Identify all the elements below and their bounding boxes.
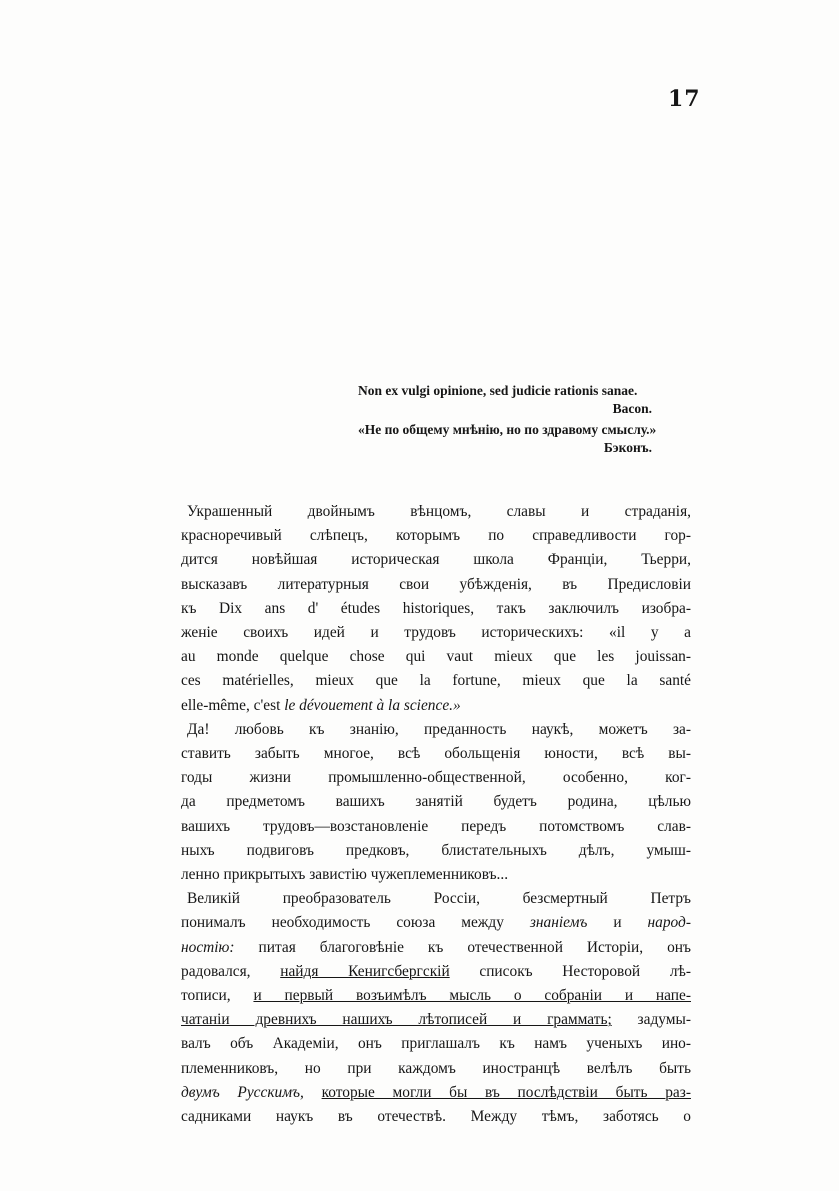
text-line: да предметомъ вашихъ занятій будетъ родина, цѣлью — [181, 793, 691, 811]
underlined-text: чатаніи древнихъ нашихъ лѣтописей и граммать; — [181, 1011, 612, 1029]
text-line — [181, 936, 691, 960]
text-line — [181, 984, 691, 1008]
text-line: au monde quelque chose qui vaut mieux que les jouissan- — [181, 648, 691, 666]
underlined-text: которые могли бы въ послѣдствіи быть раз- — [321, 1083, 691, 1101]
page-number: 17 — [668, 86, 701, 112]
text-fragment: питая благоговѣніе къ отечественной Исторіи, онъ — [258, 938, 691, 956]
underlined-text: и первый возъимѣлъ мысль о собраніи и напе- — [253, 987, 691, 1005]
text-fragment: и — [613, 914, 622, 932]
text-line: дится новѣйшая историческая школа Франціи, Тьерри, — [181, 551, 691, 569]
text-line: высказавъ литературныя свои убѣжденія, въ Предисловіи — [181, 575, 691, 593]
epigraph-latin-quote: Non ex vulgi opinione, sed judicie rationis sanae. — [358, 383, 638, 398]
text-line — [181, 1081, 691, 1105]
italic-word: ностію: — [181, 938, 235, 956]
text-line: валъ объ Академіи, онъ приглашалъ къ намъ ученыхъ ино- — [181, 1035, 691, 1053]
text-line: годы жизни промышленно-общественной, особенно, ког- — [181, 769, 691, 787]
epigraph — [358, 382, 696, 456]
text-fragment: тописи, — [181, 987, 231, 1005]
italic-word: двумъ Русскимъ, — [181, 1083, 304, 1101]
text-fragment: радовался, — [181, 962, 251, 980]
body-text — [181, 500, 691, 1129]
text-line: Великій преобразователь Россіи, безсмертный Петръ — [187, 890, 691, 908]
italic-word: народ- — [647, 914, 691, 932]
epigraph-russian-author: Бэконъ. — [603, 439, 652, 455]
italic-word: знаніемъ — [529, 914, 588, 932]
epigraph-russian-quote: «Не по общему мнѣнію, но по здравому смыслу.» — [358, 422, 657, 437]
text-line: ces matérielles, mieux que la fortune, mieux que la santé — [181, 672, 691, 690]
text-line: ленно прикрытыхъ завистію чужеплеменниковъ... — [181, 866, 509, 884]
text-line: женіе своихъ идей и трудовъ историческихъ: «il y a — [181, 624, 691, 642]
text-line — [181, 960, 691, 984]
text-line: красноречивый слѣпецъ, которымъ по справедливости гор- — [181, 527, 691, 545]
text-line: къ Dix ans d' études historiques, такъ заключилъ изобра- — [181, 599, 691, 617]
text-line: вашихъ трудовъ—возстановленіе передъ потомствомъ слав- — [181, 817, 691, 835]
text-line: ныхъ подвиговъ предковъ, блистательныхъ дѣлъ, умыш- — [181, 841, 691, 859]
text-fragment: понималъ необходимость союза между — [181, 914, 504, 932]
text-line: ставить забыть многое, всѣ обольщенія юности, всѣ вы- — [181, 745, 691, 763]
epigraph-latin-author: Bacon. — [612, 400, 652, 416]
italic-phrase: le dévouement à la science.» — [284, 696, 461, 714]
text-fragment: списокъ Несторовой лѣ- — [479, 962, 691, 980]
text-line: Украшенный двойнымъ вѣнцомъ, славы и страданія, — [187, 503, 691, 520]
text-fragment: задумы- — [637, 1011, 691, 1029]
text-line — [181, 911, 691, 935]
text-line: племенниковъ, но при каждомъ иностранцѣ велѣлъ быть — [181, 1059, 691, 1077]
text-fragment: elle-même, c'est — [181, 696, 281, 714]
text-line — [181, 1008, 691, 1032]
text-line: Да! любовь къ знанію, преданность наукѣ, можетъ за- — [187, 720, 691, 738]
text-line — [181, 694, 691, 718]
text-line: садниками наукъ въ отечествѣ. Между тѣмъ, заботясь о — [181, 1108, 691, 1126]
underlined-text: найдя Кенигсбергскій — [280, 962, 450, 980]
